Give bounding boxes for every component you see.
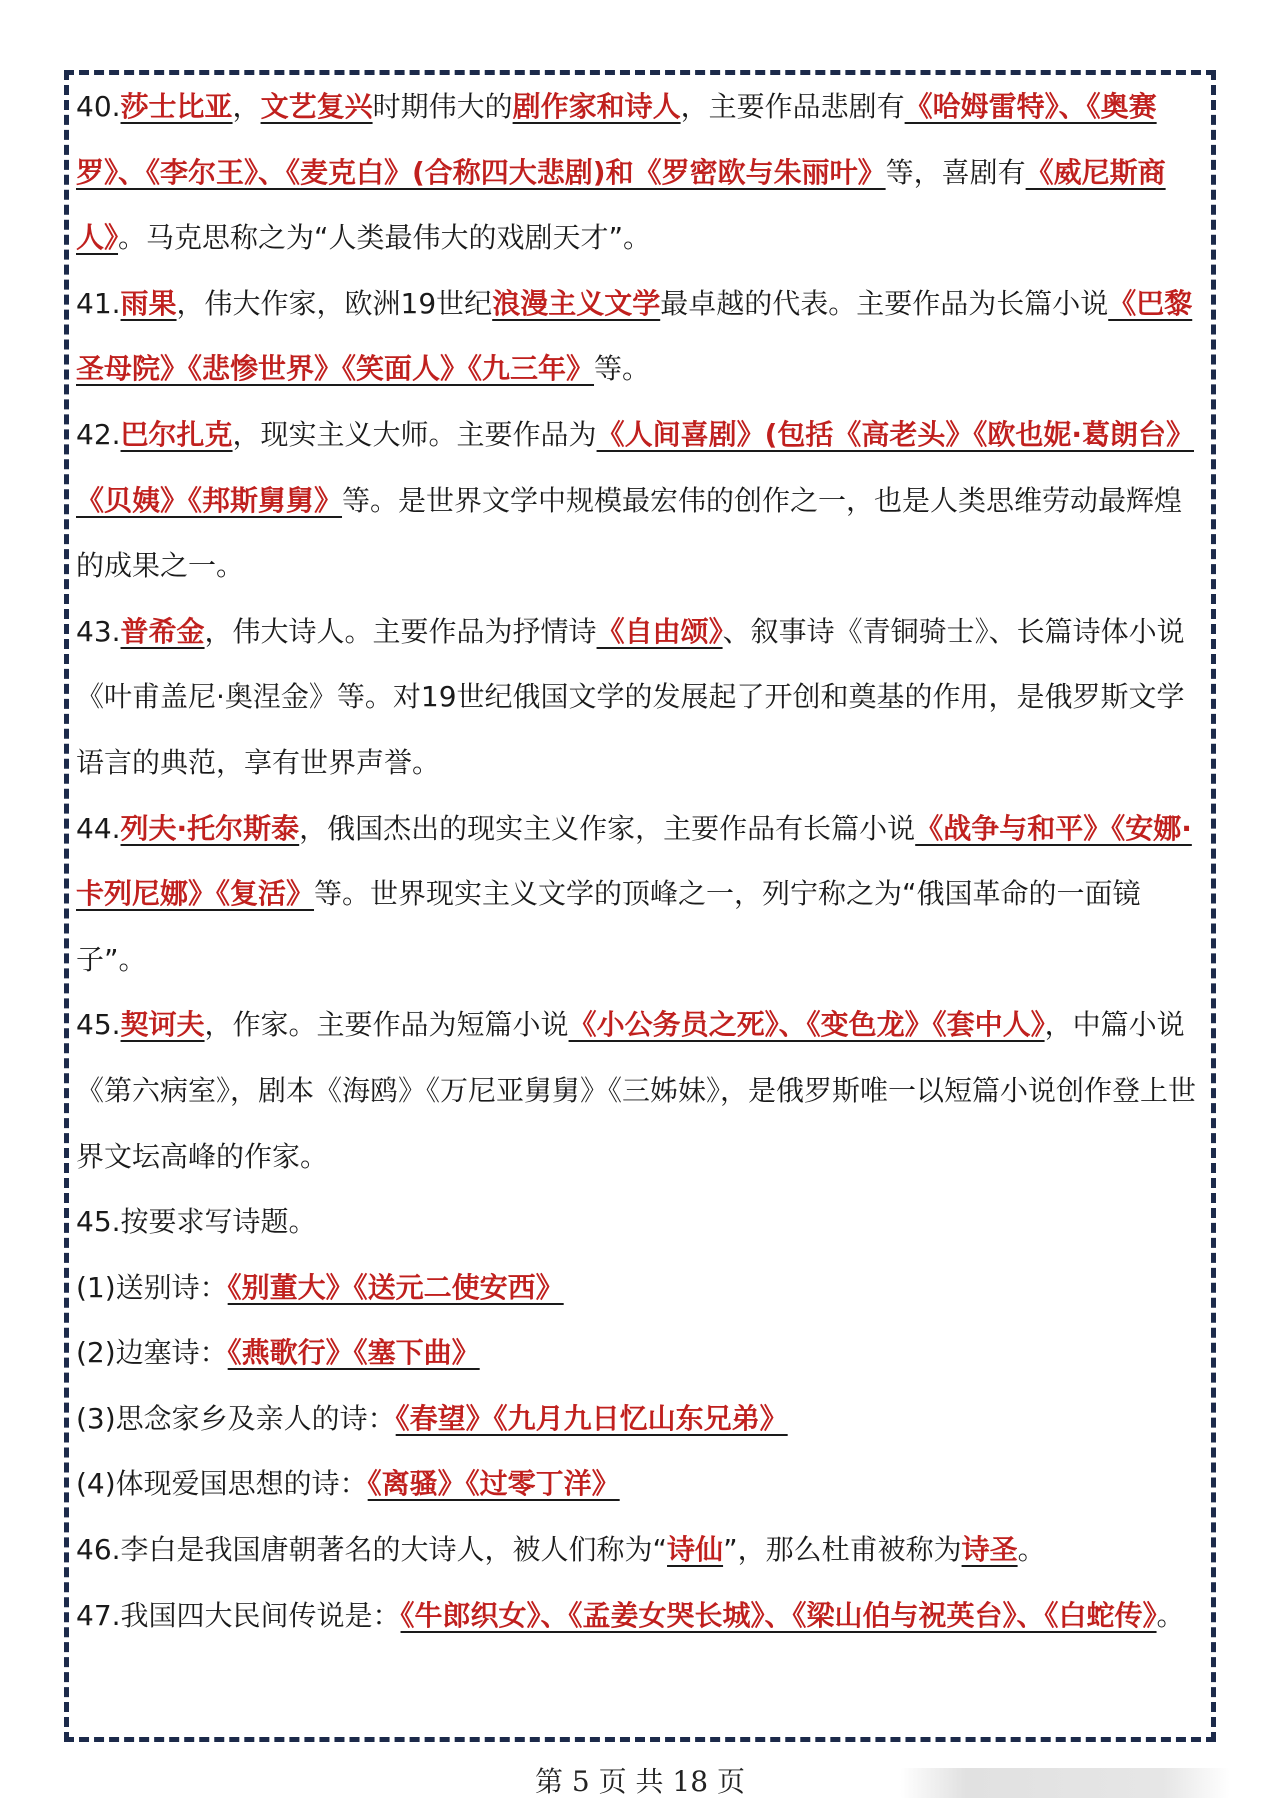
highlighted-answer: 《巴黎圣母院》《悲惨世界》《笑面人》《九三年》 (76, 286, 1193, 386)
body-text: 最卓越的代表。主要作品为长篇小说 (660, 286, 1109, 320)
body-text: 45.按要求写诗题。 (76, 1205, 317, 1239)
body-text: ，现实主义大师。主要作品为 (232, 417, 597, 451)
highlighted-answer: 《哈姆雷特》、《奥赛罗》、《李尔王》、《麦克白》(合称四大悲剧)和《罗密欧与朱丽叶》 (76, 90, 1157, 189)
highlighted-answer: 《自由颂》 (596, 614, 723, 648)
paragraph-43 (76, 599, 1196, 796)
highlighted-answer: 浪漫主义文学 (492, 286, 661, 320)
body-text: 。 (1156, 1598, 1185, 1632)
highlighted-answer: 《牛郎织女》、《孟姜女哭长城》、《梁山伯与祝英台》、《白蛇传》 (400, 1598, 1157, 1632)
paragraph-homesick-poems (76, 1386, 1196, 1452)
body-text: 等。世界现实主义文学的顶峰之一，列宁称之为“俄国革命的一面镜子”。 (76, 877, 1141, 976)
body-text: 42. (76, 417, 121, 451)
paragraph-44 (76, 796, 1196, 993)
highlighted-answer: 《燕歌行》《塞下曲》 (227, 1336, 480, 1370)
highlighted-answer: 普希金 (120, 614, 205, 648)
body-text: 等。 (594, 352, 651, 386)
body-text: 等。是世界文学中规模最宏伟的创作之一，也是人类思维劳动最辉煌的成果之一。 (76, 483, 1183, 583)
highlighted-answer: 《春望》《九月九日忆山东兄弟》 (395, 1401, 788, 1435)
body-text: 43. (76, 614, 121, 648)
highlighted-answer: 《离骚》《过零丁洋》 (367, 1467, 620, 1501)
body-text: 。马克思称之为“人类最伟大的戏剧天才”。 (118, 221, 652, 255)
highlighted-answer: 《小公务员之死》、《变色龙》《套中人》 (568, 1008, 1045, 1042)
highlighted-answer: 剧作家和诗人 (512, 90, 681, 123)
paragraph-40 (76, 74, 1196, 271)
body-text: 40. (76, 90, 121, 123)
highlighted-answer: 《别董大》《送元二使安西》 (227, 1270, 564, 1304)
paragraph-42 (76, 402, 1196, 599)
body-text: 45. (76, 1008, 121, 1042)
body-text: (3)思念家乡及亲人的诗： (76, 1401, 396, 1435)
paragraph-patriotic-poems (76, 1451, 1196, 1517)
highlighted-answer: 诗圣 (961, 1533, 1018, 1567)
body-text: 41. (76, 286, 121, 320)
body-text: 44. (76, 811, 121, 845)
body-text: ，主要作品悲剧有 (680, 90, 905, 123)
body-text: ，伟大诗人。主要作品为抒情诗 (204, 614, 597, 648)
highlighted-answer: 雨果 (120, 286, 177, 320)
paragraph-45 (76, 992, 1196, 1189)
highlighted-answer: 契诃夫 (120, 1008, 205, 1042)
body-text: ，俄国杰出的现实主义作家，主要作品有长篇小说 (299, 811, 916, 845)
body-text: 等，喜剧有 (885, 155, 1026, 189)
highlighted-answer: 《人间喜剧》(包括《高老头》《欧也妮·葛朗台》《贝姨》《邦斯舅舅》 (76, 417, 1194, 517)
body-text: ，中篇小说《第六病室》，剧本《海鸥》《万尼亚舅舅》《三姊妹》，是俄罗斯唯一以短篇小说创作登上世界文坛高峰的作家。 (76, 1008, 1197, 1173)
body-text: (2)边塞诗： (76, 1336, 228, 1370)
paragraph-frontier-poems (76, 1320, 1196, 1386)
body-text: ，作家。主要作品为短篇小说 (204, 1008, 569, 1042)
highlighted-answer: 诗仙 (667, 1533, 724, 1567)
highlighted-answer: 《威尼斯商人》 (76, 155, 1166, 255)
highlighted-answer: 文艺复兴 (260, 90, 373, 123)
paragraph-farewell-poems (76, 1255, 1196, 1321)
document-body (76, 74, 1196, 1648)
body-text: 、叙事诗《青铜骑士》、长篇诗体小说《叶甫盖尼·奥涅金》等。对19世纪俄国文学的发展起了开创和奠基的作用，是俄罗斯文学语言的典范，享有世界声誉。 (76, 614, 1185, 779)
paragraph-47 (76, 1583, 1196, 1649)
body-text: 时期伟大的 (372, 90, 513, 123)
body-text: (4)体现爱国思想的诗： (76, 1467, 368, 1501)
body-text: ”，那么杜甫被称为 (723, 1533, 962, 1567)
highlighted-answer: 巴尔扎克 (120, 417, 233, 451)
paragraph-45-poem-titles (76, 1189, 1196, 1255)
highlighted-answer: 莎士比亚 (120, 90, 233, 123)
body-text: ，伟大作家，欧洲19世纪 (176, 286, 493, 320)
paragraph-41 (76, 271, 1196, 402)
body-text: 。 (1017, 1533, 1046, 1567)
highlighted-answer: 列夫·托尔斯泰 (120, 811, 300, 845)
body-text: (1)送别诗： (76, 1270, 228, 1304)
highlighted-answer: 《战争与和平》《安娜·卡列尼娜》《复活》 (76, 811, 1192, 911)
body-text: 46.李白是我国唐朝著名的大诗人，被人们称为“ (76, 1533, 668, 1567)
body-text: ， (232, 90, 261, 123)
paragraph-46 (76, 1517, 1196, 1583)
page-footer: 第 5 页 共 18 页 (535, 1765, 745, 1798)
body-text: 47.我国四大民间传说是： (76, 1598, 401, 1632)
